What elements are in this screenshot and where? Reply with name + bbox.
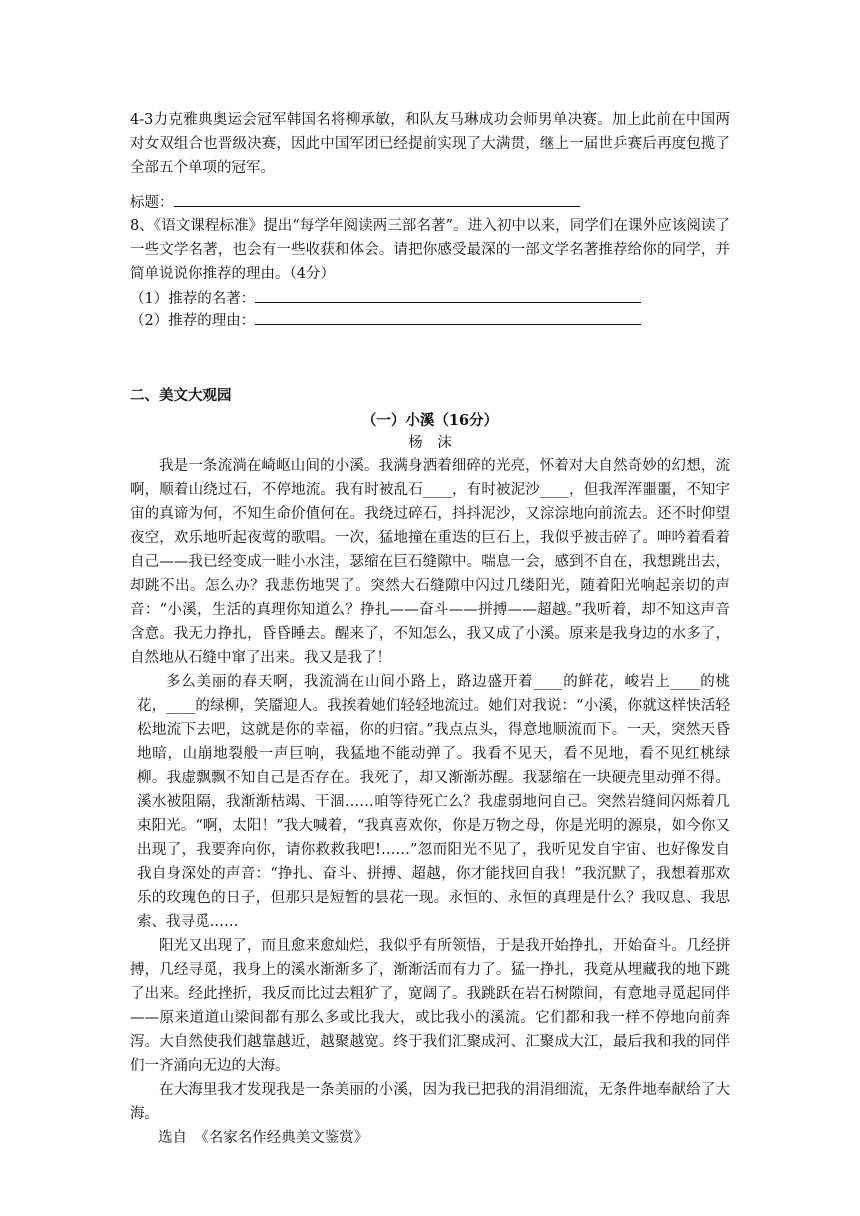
section-heading: 二、美文大观园 xyxy=(130,387,232,404)
recommended-book-blank[interactable] xyxy=(255,288,641,303)
recommended-book-label: （1）推荐的名著： xyxy=(130,291,256,307)
article-paragraph: 我是一条流淌在崎岖山间的小溪。我满身洒着细碎的光亮，怀着对大自然奇妙的幻想，流啊，顺着山绕过石，不停地流。我有时被乱石____，有时被泥沙____，但我浑浑噩噩，不知宇宙的真谛为何，不知生命价值何在。我绕过碎石，抖抖泥沙，又淙淙地向前流去。还不时仰望夜空，欢乐地听起夜莺的歌唱。一次，猛地撞在重迭的巨石上，我似乎被击碎了。呻吟着看着自己——我已经变成一畦小水洼，瑟缩在巨石缝隙中。喘息一会，感到不自在，我想跳出去，却跳不出。怎么办？我悲伤地哭了。突然大石缝隙中闪过几缕阳光，随着阳光响起亲切的声音：“小溪，生活的真理你知道么？挣扎——奋斗——拼搏——超越。”我听着，却不知这声音含意。我无力挣扎，昏昏睡去。醒来了，不知怎么，我又成了小溪。原来是我身边的水多了，自然地从石缝中窜了出来。我又是我了！ xyxy=(130,458,730,666)
article-paragraph: 多么美丽的春天啊，我流淌在山间小路上，路边盛开着____的鲜花，峻岩上____的桃花，____的绿柳，笑靥迎人。我挨着她们轻轻地流过。她们对我说：“小溪，你就这样快活轻松地流下去吧，这就是你的幸福，你的归宿。”我点点头，得意地顺流而下。一天，突然天昏地暗，山崩地裂般一声巨响，我猛地不能动弹了。我看不见天，看不见地，看不见红桃绿柳。我虚飘飘不知自己是否存在。我死了，却又渐渐苏醒。我瑟缩在一块硬壳里动弹不得。溪水被阻隔，我渐渐枯竭、干涸……咱等待死亡么？我虚弱地问自己。突然岩缝间闪烁着几束阳光。“啊，太阳！”我大喊着，“我真喜欢你，你是万物之母，你是光明的源泉，如今你又出现了，我要奔向你，请你救救我吧!……”忽而阳光不见了，我听见发自宇宙、也好像发自我自身深处的声音：“挣扎、奋斗、拼搏、超越，你才能找回自我！”我沉默了，我想着那欢乐的玫瑰色的日子，但那只是短暂的昙花一现。永恒的、永恒的真理是什么？我叹息、我思索、我寻觅…… xyxy=(137,674,730,930)
recommended-book-line xyxy=(130,288,730,310)
article-title: （一）小溪（16分） xyxy=(361,412,499,429)
question-8-text: 8、《语文课程标准》提出“每学年阅读两三部名著”。进入初中以来，同学们在课外应该阅读了一些文学名著，也会有一些收获和体会。请把你感受最深的一部文学名著推荐给你的同学，并简单说说你推荐的理由。（4分） xyxy=(130,218,730,282)
article-author: 杨 沫 xyxy=(408,435,452,451)
recommend-reason-blank[interactable] xyxy=(255,310,641,325)
article-source: 选自 《名家名作经典美文鉴赏》 xyxy=(158,1130,369,1146)
worksheet-page xyxy=(130,108,730,1150)
news-title-line xyxy=(130,192,730,214)
article-paragraph: 阳光又出现了，而且愈来愈灿烂，我似乎有所领悟，于是我开始挣扎，开始奋斗。几经拼搏，几经寻觅，我身上的溪水渐渐多了，渐渐活而有力了。猛一挣扎，我竟从埋藏我的地下跳了出来。经此挫折，我反而比过去粗犷了，宽阔了。我跳跃在岩石树隙间，有意地寻觅起同伴——原来道道山梁间都有那么多或比我大，或比我小的溪流。它们都和我一样不停地向前奔泻。大自然使我们越靠越近，越聚越宽。终于我们汇聚成河、汇聚成大江，最后我和我的同伴们一齐涌向无边的大海。 xyxy=(130,938,730,1074)
news-title-label: 标题： xyxy=(130,195,174,211)
article-paragraph: 在大海里我才发现我是一条美丽的小溪，因为我已把我的涓涓细流，无条件地奉献给了大海。 xyxy=(130,1082,730,1122)
news-passage: 4-3力克雅典奥运会冠军韩国名将柳承敏，和队友马琳成功会师男单决赛。加上此前在中国两对女双组合也晋级决赛，因此中国军团已经提前实现了大满贯，继上一届世乒赛后再度包揽了全部五个单项的冠军。 xyxy=(130,112,730,176)
recommend-reason-line xyxy=(130,310,730,332)
recommend-reason-label: （2）推荐的理由： xyxy=(130,313,256,329)
news-title-answer-blank[interactable] xyxy=(174,192,580,207)
